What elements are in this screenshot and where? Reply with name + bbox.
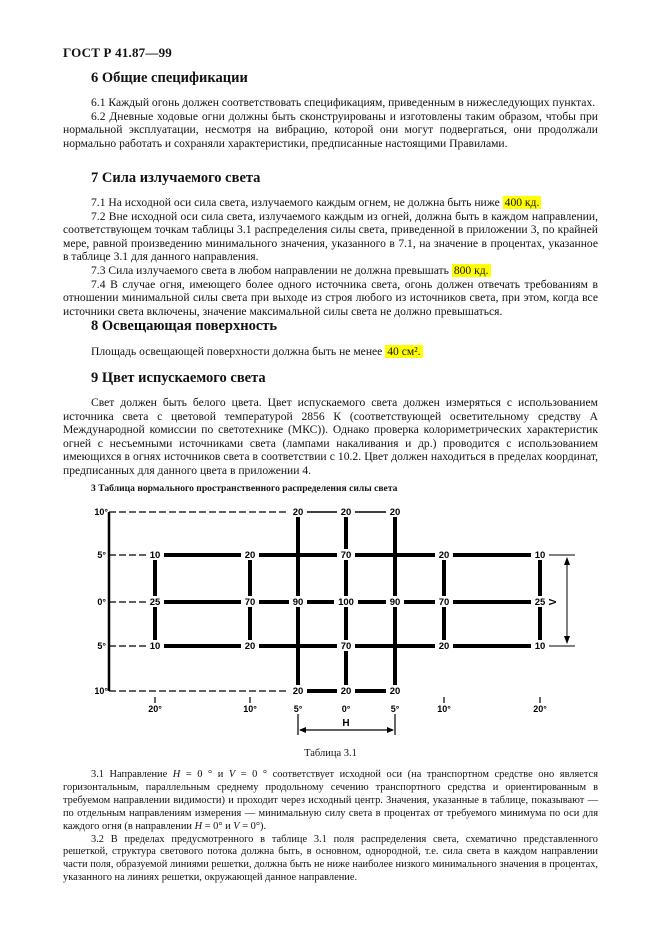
highlight-800cd: 800 кд. — [453, 263, 489, 277]
section-9-title: 9 Цвет испускаемого света — [91, 370, 266, 386]
col-label-10-right: 10° — [437, 704, 451, 714]
note-3-1-part-c: = 0 ° соответствует исходной оси (на транспортном средстве оно является горизонтальным, параллельным среднему продольному сечению транспортного средства и ориентированным в требуемом направлении видимости) и проходит через исходный центр. Значения, указанные в таблице, показывают — по отдельным направлениям измерения — минимальную силу света в процентах от требуемого минимума по оси для каждого огня (в направлении — [63, 769, 598, 832]
paragraph-9: Свет должен быть белого цвета. Цвет испускаемого света должен измеряться с использованием источника света с цветовой температурой 2856 К (соответствующей осветительному средству А Международной комиссии по светотехнике (МКС)). Однако проверка колориметрических характеристик огней с несъемными источниками света (лампами накаливания и др.) проводится с использованием имеющихся в огнях источников света в соответствии с 10.2. Цвет должен находиться в пределах координат, предписанных для данного цвета в приложении 4. — [63, 396, 598, 477]
row-label-0: 0° — [97, 597, 106, 607]
section-6-body — [63, 96, 598, 150]
row-label-10-down: 10° — [94, 686, 108, 696]
section-9-body — [63, 396, 598, 478]
col-label-0: 0° — [341, 704, 351, 714]
row-label-5-down: 5° — [97, 641, 106, 651]
cell-r1-c6: 10 — [534, 550, 546, 561]
cell-r4-c3: 20 — [340, 686, 352, 697]
cell-r2-c5: 70 — [438, 597, 450, 608]
cell-r3-c5: 20 — [438, 641, 450, 652]
section-7-title: 7 Сила излучаемого света — [91, 170, 261, 186]
paragraph-7-2: 7.2 Вне исходной оси сила света, излучаемого каждым из огней, должна быть в каждом направлении, соответствующем точкам таблицы 3.1 распределения силы света, приведенной в приложении 3, по крайней мере, равной произведению минимального значения, указанного в 7.1, на значение в процентах, указанное в таблице 3.1 для данного направления. — [63, 209, 598, 264]
cell-r3-c0: 10 — [149, 641, 161, 652]
row-label-10-up: 10° — [94, 507, 108, 517]
cell-r4-c4: 20 — [389, 686, 401, 697]
v-axis-label: V — [548, 598, 559, 606]
cell-r3-c1: 20 — [244, 641, 256, 652]
paragraph-7-4: 7.4 В случае огня, имеющего более одного источника света, огонь должен отвечать требованиям в отношении минимальной силы света при выходе из строя любого из источников света, при этом, когда все источники света включены, значение максимальной силы света не должно превышаться. — [63, 277, 598, 318]
note-3-1-part-d: = 0° и — [202, 820, 234, 832]
col-label-5-right: 5° — [390, 704, 400, 714]
paragraph-6-1: 6.1 Каждый огонь должен соответствовать спецификациям, приведенным в нижеследующих пунктах. — [91, 96, 596, 109]
paragraph-7-3 — [63, 264, 598, 278]
distribution-grid-diagram — [0, 500, 661, 740]
paragraph-7-1-text: 7.1 На исходной оси сила света, излучаемого каждым огнем, не должна быть ниже — [91, 196, 503, 209]
col-label-10-left: 10° — [243, 704, 257, 714]
cell-r2-c3: 100 — [338, 597, 354, 608]
paragraph-7-1 — [63, 196, 598, 210]
note-3-1-h: H — [172, 769, 181, 780]
cell-r2-c1: 70 — [244, 597, 256, 608]
cell-r1-c0: 10 — [149, 550, 161, 561]
row-label-5-up: 5° — [97, 550, 106, 560]
section-8-body — [63, 345, 598, 359]
paragraph-6-2: 6.2 Дневные ходовые огни должны быть сконструированы и изготовлены таким образом, чтобы при нормальной эксплуатации, несмотря на вибрацию, которой они могут подвергаться, они продолжали нормально работать и сохраняли характеристики, предписанные настоящими Правилами. — [63, 109, 598, 150]
note-3-1-part-b: = 0 ° и — [180, 769, 229, 780]
section-8-title: 8 Освещающая поверхность — [91, 318, 278, 334]
document-code-header: ГОСТ Р 41.87—99 — [63, 45, 172, 60]
cell-r0-c3: 20 — [340, 507, 352, 518]
cell-r0-c4: 20 — [389, 507, 401, 518]
note-3-1-v2: V — [233, 820, 240, 832]
cell-r2-c2: 90 — [292, 597, 304, 608]
note-3-1-part-a: 3.1 Направление — [91, 769, 173, 780]
note-3-1-v: V — [228, 769, 236, 780]
cell-r0-c2: 20 — [292, 507, 304, 518]
note-3-1 — [63, 769, 598, 834]
col-label-20-left: 20° — [148, 704, 162, 714]
cell-r1-c3: 70 — [340, 550, 352, 561]
highlight-400cd: 400 кд. — [504, 196, 540, 209]
table-caption: Таблица 3.1 — [304, 748, 357, 759]
cell-r1-c1: 20 — [244, 550, 256, 561]
col-label-20-right: 20° — [533, 704, 547, 714]
section-6-title: 6 Общие спецификации — [91, 70, 248, 86]
cell-r3-c3: 70 — [340, 641, 352, 652]
section-7-body — [63, 196, 598, 318]
cell-r1-c5: 20 — [438, 550, 450, 561]
note-3-2: 3.2 В пределах предусмотренного в таблице 3.1 поля распределения света, схематично представленного решеткой, структура светового потока должна быть, в основном, однородной, т.е. сила света в каждом направлении части поля, образуемой линиями решетки, должна быть не ниже наиболее низкого минимального значения в процентах, указанного на линиях решетки, окружающей данное направление. — [63, 833, 598, 884]
h-axis-label: H — [342, 718, 350, 729]
paragraph-8-text: Площадь освещающей поверхности должна быть не менее — [91, 345, 386, 358]
cell-r3-c6: 10 — [534, 641, 546, 652]
appendix-3-title: 3 Таблица нормального пространственного распределения силы света — [91, 483, 398, 494]
col-label-5-left: 5° — [293, 704, 303, 714]
note-3-1-part-e: = 0°). — [239, 820, 267, 832]
note-3-1-h2: H — [194, 820, 203, 832]
paragraph-8 — [63, 345, 598, 359]
paragraph-7-3-text: 7.3 Сила излучаемого света в любом направлении не должна превышать — [91, 263, 452, 277]
light-distribution-grid-figure — [0, 500, 661, 740]
cell-r2-c0: 25 — [149, 597, 161, 608]
cell-r4-c2: 20 — [292, 686, 304, 697]
cell-r2-c4: 90 — [389, 597, 401, 608]
appendix-notes — [63, 769, 598, 885]
highlight-40cm2: 40 см². — [387, 345, 421, 358]
cell-r2-c6: 25 — [534, 597, 546, 608]
